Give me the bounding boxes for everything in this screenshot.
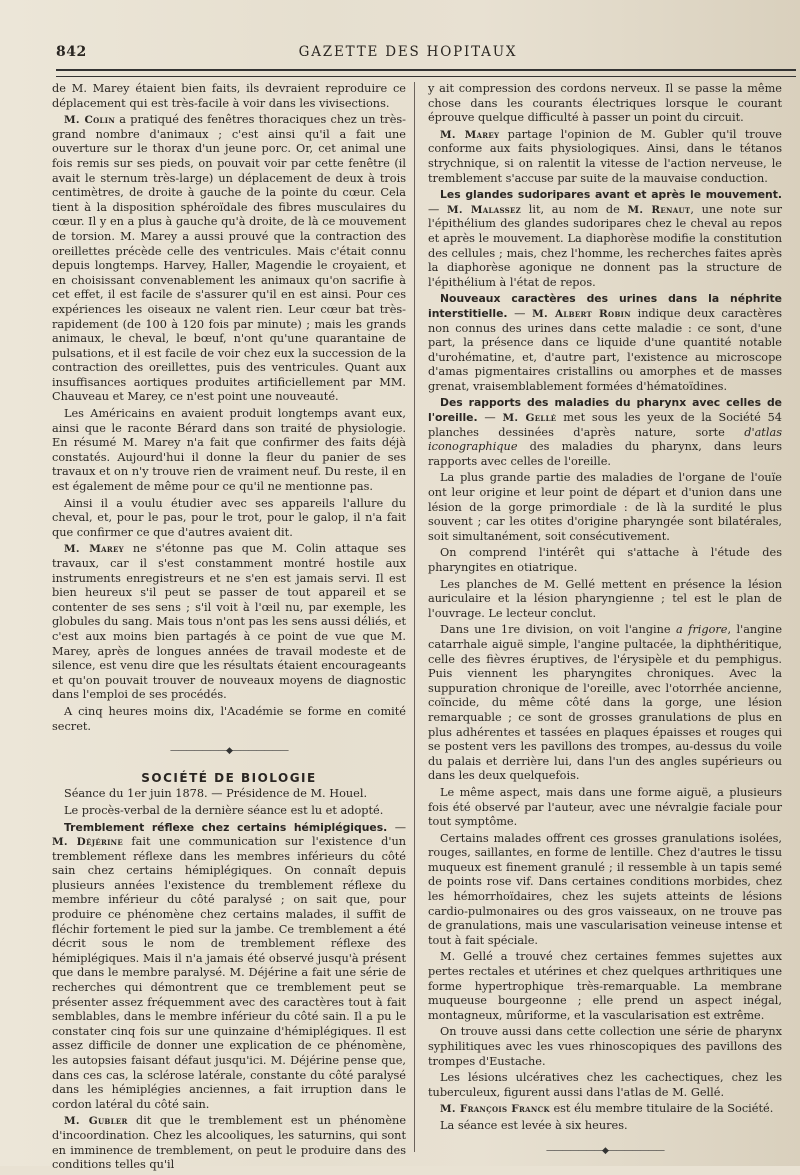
column-divider: [414, 82, 415, 1152]
paragraph: Les planches de M. Gellé mettent en présence la lésion auriculaire et la lésion pharyngienne ; tel est le plan de l'ouvrage. Le lecteur conclut.: [428, 577, 782, 620]
paragraph: [428, 128, 782, 186]
subsection-title: Tremblement réflexe chez certains hémiplégiques.: [64, 820, 388, 834]
speaker-name: M. Malassez: [446, 203, 522, 216]
speaker-name: M. Déjérine: [52, 836, 123, 849]
speaker-name: M. Albert Robin: [532, 307, 631, 320]
paragraph: [52, 1114, 406, 1172]
session-line: Séance du 1er juin 1878. — Présidence de M. Houel.: [64, 787, 368, 801]
subsection-title: Des rapports des maladies du pharynx avec celles de l'oreille.: [428, 396, 782, 425]
paragraph-text: a pratiqué des fenêtres thoraciques chez un très-grand nombre d'animaux ; c'est ainsi qu'il a fait une ouverture sur le thorax d'un jeune porc. Or, cet animal une fois remis sur ses pieds, on pouvait voir par cette fenêtre (il avait le sternum très-large) un déplacement de deux à trois centimètres, de droite à gauche de la pointe du cœur. Cela tient à la disposition sphéroïdale des fibres musculaires du cœur. Il y en a plus à gauche qu'à droite, de là ce mouvement de torsion. M. Marey a aussi prouvé que la contraction des oreillettes précède celle des ventricules. Mais c'était connu depuis longtemps. Harvey, Haller, Magendie le croyaient, et en choisissant convenablement les animaux qu'on sacrifie à cet effet, il est facile de s'assurer qu'il en est ainsi. Pour ces expériences les oiseaux ne valent rien. Leur cœur bat très-rapidement (de 100 à 120 fois par minute) ; mais les grands animaux, le cheval, le bœuf, n'ont qu'une quarantaine de pulsations, et il est facile de voir chez eux la succession de la contraction des oreillettes, puis des ventricules. Quant aux insuffisances aortiques produites artificiellement par MM. Chauveau et Marey, ce n'est point une nouveauté.: [52, 113, 406, 404]
paragraph-text: ne s'étonne pas que M. Colin attaque ses travaux, car il s'est constamment montré hostile aux instruments enregistreurs et ne s'en est jamais servi. Il est bien heureux s'il peut se passer de tout appareil et se contenter de ses sens ; s'il voit à l'œil nu, par exemple, les globules du sang. Mais tous n'ont pas les sens aussi déliés, et c'est aux moins bien partagés à ce point de vue que M. Marey, après de longues années de travail modeste et de silence, est venu dire que les résultats étaient encourageants et qu'on pouvait trouver de nouveaux moyens de diagnostic dans l'emploi de ses procédés.: [52, 542, 406, 702]
paragraph-text: Dans une 1re division, on voit l'angine: [440, 623, 677, 637]
paragraph: [52, 113, 406, 405]
header-rule: [56, 69, 796, 77]
speaker-name: M. Renaut: [627, 203, 691, 216]
paragraph-text: , l'angine catarrhale aiguë simple, l'angine pultacée, la diphthéritique, celle des fièvres éruptives, de l'érysipèle et du pemphigus. Puis viennent les pharyngites chroniques. Avec la suppuration chronique de l'oreille, avec l'otorrhée ancienne, coïncide, du même côté dans la gorge, une lésion remarquable ; ce sont de grosses granulations de plus en plus adhérentes et tassées en plaques épaisses et rouges qui se postent vers les pavillons des trompes, au-dessus du voile du palais et derrière lui, dans l'un des angles supérieurs ou dans les deux quelquefois.: [428, 623, 783, 783]
left-column: [52, 82, 406, 1175]
paragraph: Le même aspect, mais dans une forme aiguë, a plusieurs fois été observé par l'auteur, avec une névralgie faciale pour tout symptôme.: [428, 785, 782, 829]
speaker-name: M. Gellé: [502, 412, 557, 425]
paragraph: de M. Marey étaient bien faits, ils devraient reproduire ce déplacement qui est très-facile à voir dans les vivisections.: [52, 82, 406, 110]
paragraph-text: dit que le tremblement est un phénomène d'incoordination. Chez les alcooliques, les saturnins, qui sont en imminence de tremblement, on peut le produire dans des conditions telles qu'il: [52, 1114, 406, 1172]
journal-title: GAZETTE DES HOPITAUX: [298, 44, 518, 60]
speaker-name: M. Colin: [64, 114, 116, 127]
italic-text: d'atlas iconographique: [428, 425, 782, 454]
paragraph: La séance est levée à six heures.: [440, 1118, 628, 1132]
speaker-name: M. Marey: [440, 128, 500, 141]
paragraph: Des rapports des maladies du pharynx avec celles de l'oreille. — M. Gellé met sous les yeux de la Société 54 planches dessinées d'après nature, sorte d'atlas iconographique des maladies du pharynx, dans leurs rapports avec celles de l'oreille.: [428, 396, 782, 468]
paragraph: Nouveaux caractères des urines dans la néphrite interstitielle. — M. Albert Robin indique deux caractères non connus des urines dans cette maladie : ce sont, d'une part, la présence dans ce liquide d'une quantité notable d'urohématine, et, d'autre part, l'existence au microscope d'amas pigmentaires cristallins ou amorphes et de masses grenat, vraisemblablement formées d'hématoïdines.: [428, 292, 782, 393]
paragraph-text: des maladies du pharynx, dans leurs rapports avec celles de l'oreille.: [428, 440, 782, 468]
subsection-title: Nouveaux caractères des urines dans la néphrite interstitielle.: [428, 292, 782, 320]
paragraph-text: , une note sur l'épithélium des glandes sudoripares chez le cheval au repos et après le mouvement. La diaphorèse modifie la constitution des cellules ; mais, chez l'homme, les recherches faites après la diaphorèse agonique ne donnent pas la structure de l'épithélium à l'état de repos.: [428, 202, 782, 289]
section-title: SOCIÉTÉ DE BIOLOGIE: [141, 770, 317, 785]
paragraph: La plus grande partie des maladies de l'organe de l'ouïe ont leur origine et leur point de départ et d'union dans une lésion de la gorge primordiale : de là la surdité le plus souvent ; car les otites d'origine pharyngée sont bilatérales, soit simultanément, soit consécutivement.: [428, 471, 782, 543]
paragraph: [52, 542, 406, 703]
paragraph-text: met sous les yeux de la Société 54 planches dessinées d'après nature, sorte: [428, 411, 782, 439]
right-column: [428, 82, 782, 1170]
paragraph: Le procès-verbal de la dernière séance est lu et adopté.: [64, 803, 384, 817]
paragraph: Les glandes sudoripares avant et après le mouvement. — M. Malassez lit, au nom de M. Renaut, une note sur l'épithélium des glandes sudoripares chez le cheval au repos et après le mouvement. La diaphorèse modifie la constitution des cellules ; mais, chez l'homme, les recherches faites après la diaphorèse agonique ne donnent pas la structure de l'épithélium à l'état de repos.: [428, 188, 782, 289]
paragraph: [428, 623, 782, 784]
paragraph: Tremblement réflexe chez certains hémiplégiques. — M. Déjérine fait une communication sur l'existence d'un tremblement réflexe dans les membres inférieurs du côté sain chez certains hémiplégiques. On connaît depuis plusieurs années l'existence du tremblement réflexe du membre inférieur du côté paralysé ; on sait que, pour produire ce phénomène chez certains malades, il suffit de fléchir fortement le pied sur la jambe. Ce tremblement a été décrit sous le nom de tremblement réflexe des hémiplégiques. Mais il n'a jamais été observé jusqu'à présent que dans le membre paralysé. M. Déjérine a fait une série de recherches qui démontrent que ce tremblement peut se présenter assez fréquemment avec des caractères tout à fait semblables, dans le membre inférieur du côté sain. Il a pu le constater cinq fois sur une quinzaine d'hémiplégiques. Il est assez difficile de donner une explication de ce phénomène, les autopsies faisant défaut jusqu'ici. M. Déjérine pense que, dans ces cas, la sclérose latérale, constante du côté paralysé dans les hémiplégies anciennes, a fait irruption dans le cordon latéral du côté sain.: [52, 820, 406, 1111]
paragraph-text: lit, au nom de: [521, 202, 628, 216]
separator-ornament: [428, 1144, 782, 1159]
separator-ornament: [52, 744, 406, 759]
paragraph: M. Gellé a trouvé chez certaines femmes sujettes aux pertes rectales et utérines et chez quelques arthritiques une forme hypertrophique très-remarquable. La membrane muqueuse bourgeonne ; elle prend un aspect inégal, montagneux, mûriforme, et la vascularisation est extrême.: [428, 950, 782, 1022]
page-number: 842: [56, 44, 87, 60]
paragraph: Certains malades offrent ces grosses granulations isolées, rouges, saillantes, en forme de lentille. Chez d'autres le tissu muqueux est finement granulé ; il ressemble à un tapis semé de points rose vif. Dans certaines conditions morbides, chez les hémorrhoïdaires, chez les sujets atteints de lésions cardio-pulmonaires ou des gros vaisseaux, on ne trouve pas de granulations, mais une vascularisation veineuse intense et tout à fait spéciale.: [428, 831, 782, 947]
paragraph: On comprend l'intérêt qui s'attache à l'étude des pharyngites en otiatrique.: [428, 546, 782, 574]
paragraph: Les lésions ulcératives chez les cachectiques, chez les tuberculeux, figurent aussi dans l'atlas de M. Gellé.: [428, 1071, 782, 1099]
speaker-name: M. François Franck: [440, 1103, 550, 1116]
paragraph-text: est élu membre titulaire de la Société.: [549, 1102, 774, 1116]
page-header: [56, 44, 760, 66]
paragraph: Ainsi il a voulu étudier avec ses appareils l'allure du cheval, et, pour le pas, pour le trot, pour le galop, il n'a fait que confirmer ce que d'autres avaient dit.: [52, 496, 406, 539]
paragraph-text: partage l'opinion de M. Gubler qu'il trouve conforme aux faits physiologiques. Ainsi, dans le tétanos strychnique, si on ralentit la vitesse de l'action nerveuse, le tremblement s'accuse par suite de la mauvaise conduction.: [428, 127, 782, 185]
italic-text: a frigore: [676, 623, 728, 637]
paragraph-text: fait une communication sur l'existence d'un tremblement réflexe dans les membres inférieurs du côté sain chez certains hémiplégiques. On connaît depuis plusieurs années l'existence du tremblement réflexe du membre inférieur du côté paralysé ; on sait que, pour produire ce phénomène chez certains malades, il suffit de fléchir fortement le pied sur la jambe. Ce tremblement a été décrit sous le nom de tremblement réflexe des hémiplégiques. Mais il n'a jamais été observé jusqu'à présent que dans le membre paralysé. M. Déjérine a fait une série de recherches qui démontrent que ce tremblement peut se présenter assez fréquemment avec des caractères tout à fait semblables, dans le membre inférieur du côté sain. Il a pu le constater cinq fois sur une quinzaine d'hémiplégiques. Il est assez difficile de donner une explication de ce phénomène, les autopsies faisant défaut jusqu'ici. M. Déjérine pense que, dans ces cas, la sclérose latérale, constante du côté paralysé dans les hémiplégies anciennes, a fait irruption dans le cordon latéral du côté sain.: [52, 835, 406, 1111]
paragraph: Les Américains en avaient produit longtemps avant eux, ainsi que le raconte Bérard dans son traité de physiologie. En résumé M. Marey n'a fait que confirmer des faits déjà constatés. Aujourd'hui il donne la fleur du panier de ses travaux et on n'y trouve rien de vraiment neuf. Du reste, il en est également de même pour ce qu'il ne mentionne pas.: [52, 407, 406, 494]
speaker-name: M. Gubler: [64, 1115, 128, 1128]
speaker-name: M. Marey: [64, 543, 124, 556]
subsection-title: Les glandes sudoripares avant et après le mouvement.: [440, 188, 782, 202]
paragraph-text: indique deux caractères non connus des urines dans cette maladie : ce sont, d'une part, la présence dans ce liquide d'une quantité notable d'urohématine, et, d'autre part, l'existence au microscope d'amas pigmentaires cristallins ou amorphes et de masses grenat, vraisemblablement formées d'hématoïdines.: [428, 306, 782, 393]
paragraph: [428, 1102, 782, 1117]
paragraph: On trouve aussi dans cette collection une série de pharynx syphilitiques avec les vues rhinoscopiques des pavillons des trompes d'Eustache.: [428, 1025, 782, 1068]
paragraph: A cinq heures moins dix, l'Académie se forme en comité secret.: [52, 704, 406, 733]
paragraph: y ait compression des cordons nerveux. Il se passe la même chose dans les courants électriques lorsque le courant éprouve quelque difficulté à passer un point du circuit.: [428, 82, 782, 125]
